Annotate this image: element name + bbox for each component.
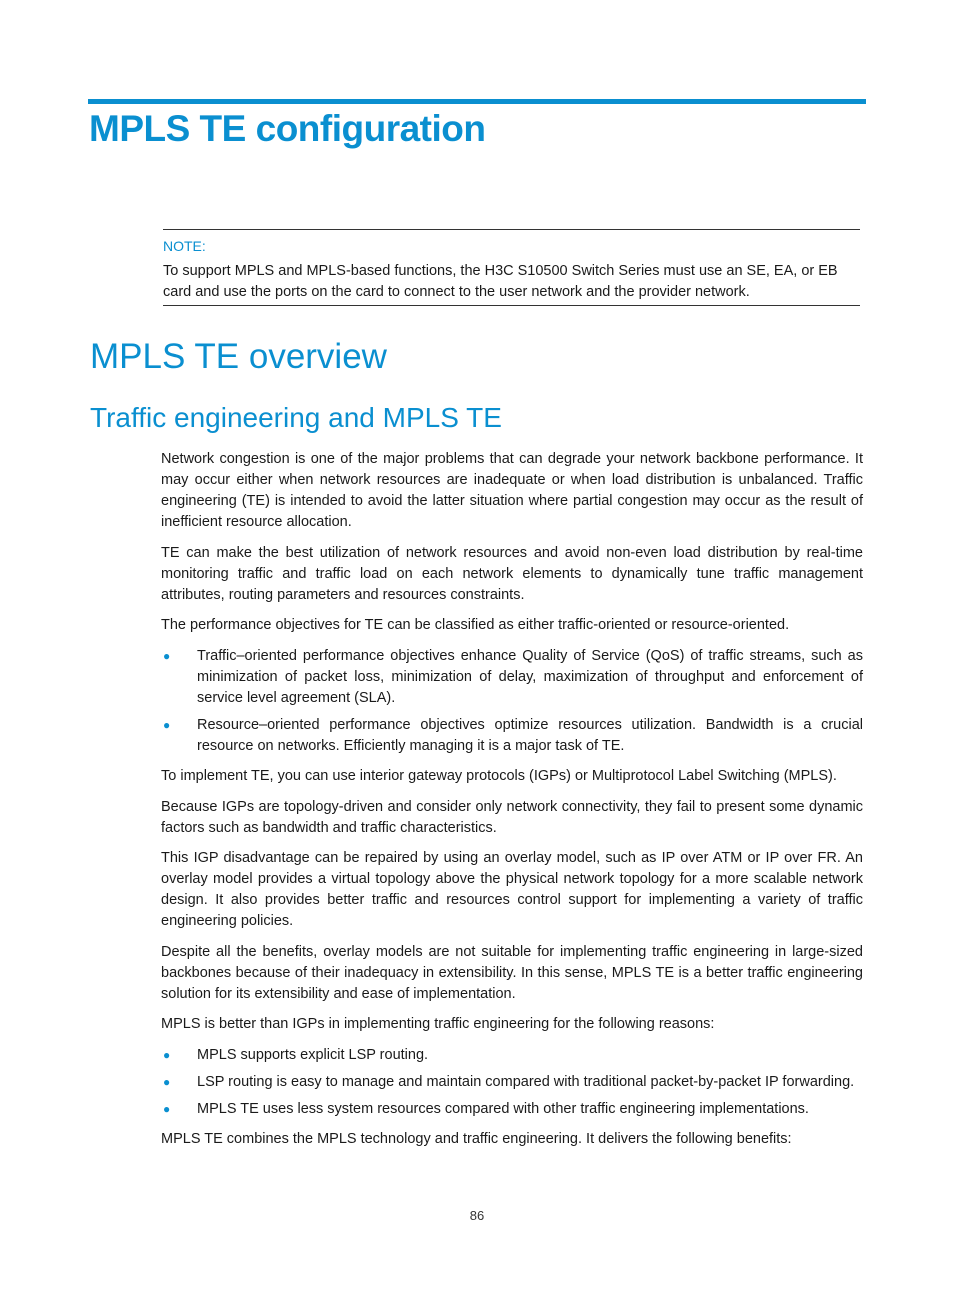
list-item [161, 1072, 863, 1093]
list-item [161, 1045, 863, 1066]
list-item-text: LSP routing is easy to manage and maintain compared with traditional packet-by-packet IP forwarding. [197, 1073, 855, 1090]
paragraph: To implement TE, you can use interior gateway protocols (IGPs) or Multiprotocol Label Switching (MPLS). [161, 768, 837, 784]
page-number: 86 [469, 1208, 485, 1223]
section-title: MPLS TE overview [90, 337, 387, 376]
paragraph: Network congestion is one of the major problems that can degrade your network backbone performance. It may occur either when network resources are inadequate or when load distribution is unbalanced. Traffic engineering (TE) is intended to avoid the latter situation where partial congestion may occur as the result of inefficient resource allocation. [161, 451, 863, 530]
bullet-list [161, 1045, 863, 1120]
paragraph: The performance objectives for TE can be classified as either traffic-oriented or resource-oriented. [161, 617, 790, 633]
list-item [161, 646, 863, 709]
list-item-text: MPLS supports explicit LSP routing. [197, 1046, 429, 1063]
note-box [163, 229, 860, 306]
bullet-icon: ● [163, 1047, 171, 1062]
list-item [161, 715, 863, 757]
paragraph: MPLS is better than IGPs in implementing traffic engineering for the following reasons: [161, 1016, 715, 1032]
paragraph: This IGP disadvantage can be repaired by using an overlay model, such as IP over ATM or IP over FR. An overlay model provides a virtual topology above the physical network topology for a more scalable network design. It also provides better traffic and resources control support for implementing a variety of traffic engineering policies. [161, 850, 863, 929]
chapter-title: MPLS TE configuration [89, 108, 486, 149]
paragraph: Because IGPs are topology-driven and consider only network connectivity, they fail to present some dynamic factors such as bandwidth and traffic characteristics. [161, 798, 863, 836]
bullet-icon: ● [163, 717, 171, 732]
paragraph: Despite all the benefits, overlay models are not suitable for implementing traffic engineering in large-sized backbones because of their inadequacy in extensibility. In this sense, MPLS TE is a better traffic engineering solution for its extensibility and ease of implementation. [161, 943, 863, 1002]
body-content [161, 449, 863, 1160]
chapter-top-rule [88, 99, 866, 104]
list-item [161, 1099, 863, 1120]
list-item-text: MPLS TE uses less system resources compared with other traffic engineering implementations. [197, 1100, 809, 1117]
bullet-icon: ● [163, 1101, 171, 1116]
bullet-icon: ● [163, 648, 171, 663]
bullet-list [161, 646, 863, 757]
paragraph: MPLS TE combines the MPLS technology and traffic engineering. It delivers the following benefits: [161, 1131, 792, 1147]
note-text: To support MPLS and MPLS-based functions, the H3C S10500 Switch Series must use an SE, EA, or EB card and use the ports on the card to connect to the user network and the provider network. [163, 263, 838, 300]
bullet-icon: ● [163, 1074, 171, 1089]
note-label: NOTE: [163, 238, 206, 254]
list-item-text: Resource–oriented performance objectives optimize resources utilization. Bandwidth is a crucial resource on networks. Efficiently managing it is a major task of TE. [197, 716, 863, 754]
subsection-title: Traffic engineering and MPLS TE [90, 402, 502, 433]
list-item-text: Traffic–oriented performance objectives enhance Quality of Service (QoS) of traffic streams, such as minimization of packet loss, minimization of delay, maximization of throughput and enforcement of service level agreement (SLA). [197, 647, 863, 706]
paragraph: TE can make the best utilization of network resources and avoid non-even load distribution by real-time monitoring traffic and traffic load on each network elements to dynamically tune traffic management attributes, routing parameters and resources constraints. [161, 544, 863, 603]
